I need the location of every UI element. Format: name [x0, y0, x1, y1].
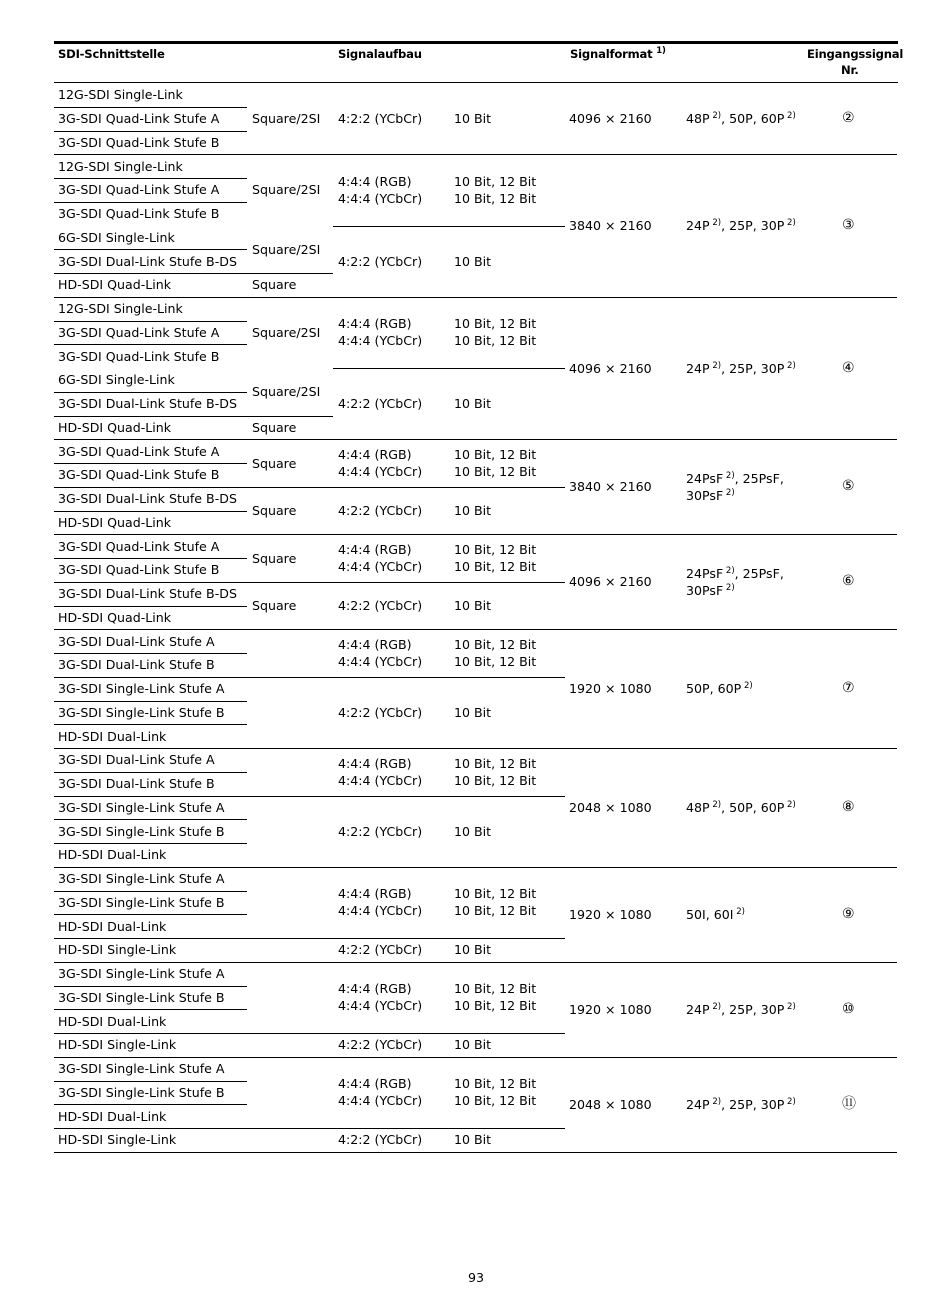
structure-group-rule — [54, 796, 565, 797]
input-signal-number: ⑦ — [842, 680, 855, 697]
sampling-cell: 4:4:4 (RGB) — [338, 447, 412, 462]
frame-rate-text: 50P, 60P — [686, 681, 742, 697]
footnote-mark: 2) — [784, 799, 796, 810]
interface-cell: 3G-SDI Quad-Link Stufe B — [58, 562, 220, 578]
frame-rate-text: , 25PsF, — [734, 565, 784, 581]
interface-row-rule — [54, 107, 247, 108]
footnote-mark: 2) — [709, 360, 722, 371]
frame-rate-text: 30PsF — [686, 582, 724, 598]
block-rule — [54, 748, 897, 749]
frame-rate-text: 48P — [686, 799, 710, 815]
resolution-cell: 1920 × 1080 — [569, 1001, 652, 1017]
frame-rate-text: 50I, 60I — [686, 906, 734, 922]
frame-rate-text: 24P — [686, 218, 710, 233]
sampling-cell: 4:2:2 (YCbCr) — [338, 1132, 423, 1148]
sampling-cell: 4:4:4 (YCbCr) — [338, 998, 423, 1014]
bitdepth-cell: 10 Bit — [454, 503, 492, 518]
interface-cell: 3G-SDI Single-Link Stufe A — [58, 966, 225, 982]
structure-group-rule — [54, 1033, 565, 1034]
interface-cell: HD-SDI Dual-Link — [58, 728, 167, 744]
frame-rate-cell — [686, 582, 735, 599]
sampling-cell: 4:2:2 (YCbCr) — [338, 823, 423, 839]
structure-group-rule — [333, 368, 565, 369]
interface-row-rule — [54, 891, 247, 892]
interface-row-rule — [54, 1081, 247, 1082]
interface-row-rule — [54, 321, 247, 322]
sampling-cell: 4:4:4 (RGB) — [338, 981, 412, 997]
interface-row-rule — [54, 772, 247, 773]
frame-rate-text: 24P — [686, 1001, 710, 1017]
interface-cell: 3G-SDI Single-Link Stufe B — [58, 823, 225, 839]
interface-row-rule — [54, 986, 247, 987]
interface-cell: 3G-SDI Single-Link Stufe B — [58, 894, 225, 910]
input-signal-number: ⑤ — [842, 478, 855, 495]
footnote-mark: 2) — [709, 1096, 722, 1107]
mapping-cell: Square — [252, 598, 297, 613]
page-number: 93 — [468, 1270, 485, 1285]
bitdepth-cell: 10 Bit, 12 Bit — [454, 542, 537, 557]
bitdepth-cell: 10 Bit — [454, 396, 492, 412]
frame-rate-cell — [686, 470, 784, 487]
sampling-cell: 4:4:4 (YCbCr) — [338, 190, 423, 206]
header-structure: Signalaufbau — [338, 47, 422, 61]
bitdepth-cell: 10 Bit, 12 Bit — [454, 173, 537, 189]
interface-row-rule — [54, 724, 247, 725]
interface-cell: HD-SDI Single-Link — [58, 942, 177, 958]
frame-rate-text: 24P — [686, 1096, 710, 1112]
bitdepth-cell: 10 Bit, 12 Bit — [454, 559, 537, 574]
structure-group-rule — [333, 226, 565, 227]
interface-cell: 12G-SDI Single-Link — [58, 87, 183, 103]
interface-cell: HD-SDI Dual-Link — [58, 847, 167, 863]
sampling-cell: 4:2:2 (YCbCr) — [338, 942, 423, 958]
frame-rate-text: 48P — [686, 111, 710, 127]
structure-group-rule — [54, 938, 565, 939]
interface-row-rule — [54, 1009, 247, 1010]
frame-rate-cell — [686, 110, 796, 127]
block-rule — [54, 962, 897, 963]
sampling-cell: 4:2:2 (YCbCr) — [338, 253, 423, 269]
interface-cell: 3G-SDI Quad-Link Stufe B — [58, 467, 220, 483]
interface-cell: 3G-SDI Quad-Link Stufe A — [58, 182, 220, 198]
input-signal-number: ⑪ — [842, 1095, 856, 1112]
sampling-cell: 4:4:4 (YCbCr) — [338, 1093, 423, 1109]
resolution-cell: 4096 × 2160 — [569, 574, 652, 590]
bitdepth-cell: 10 Bit — [454, 1037, 492, 1053]
block-rule — [54, 1152, 897, 1153]
frame-rate-text: , 50P, 60P — [721, 799, 785, 815]
footnote-mark: 2) — [733, 906, 745, 917]
frame-rate-text: 30PsF — [686, 487, 724, 503]
mapping-row-rule — [247, 416, 333, 417]
bitdepth-cell: 10 Bit — [454, 1132, 492, 1148]
interface-cell: HD-SDI Quad-Link — [58, 277, 172, 293]
frame-rate-text: , 25P, 30P — [721, 218, 785, 233]
interface-row-rule — [54, 843, 247, 844]
sampling-cell: 4:4:4 (RGB) — [338, 316, 412, 332]
interface-cell: 3G-SDI Single-Link Stufe B — [58, 1084, 225, 1100]
mapping-cell: Square — [252, 455, 297, 471]
bitdepth-cell: 10 Bit, 12 Bit — [454, 772, 537, 788]
frame-rate-cell — [686, 1096, 796, 1113]
bitdepth-cell: 10 Bit, 12 Bit — [454, 654, 537, 669]
header-format-note: 1) — [656, 46, 666, 56]
input-signal-number: ⑩ — [842, 1000, 855, 1017]
interface-row-rule — [54, 701, 247, 702]
resolution-cell: 2048 × 1080 — [569, 799, 652, 815]
interface-cell: 3G-SDI Single-Link Stufe B — [58, 989, 225, 1005]
bitdepth-cell: 10 Bit — [454, 111, 492, 127]
interface-cell: HD-SDI Quad-Link — [58, 419, 172, 435]
sampling-cell: 4:2:2 (YCbCr) — [338, 503, 423, 518]
sampling-cell: 4:2:2 (YCbCr) — [338, 396, 423, 412]
sampling-cell: 4:4:4 (RGB) — [338, 755, 412, 771]
interface-cell: 3G-SDI Quad-Link Stufe A — [58, 443, 220, 459]
input-signal-number: ③ — [842, 217, 855, 233]
bitdepth-cell: 10 Bit, 12 Bit — [454, 447, 537, 462]
interface-cell: HD-SDI Quad-Link — [58, 609, 172, 625]
interface-cell: HD-SDI Dual-Link — [58, 918, 167, 934]
interface-cell: 3G-SDI Dual-Link Stufe B-DS — [58, 491, 237, 507]
interface-cell: 3G-SDI Dual-Link Stufe A — [58, 752, 215, 768]
bitdepth-cell: 10 Bit, 12 Bit — [454, 637, 537, 652]
interface-cell: 3G-SDI Quad-Link Stufe A — [58, 111, 220, 127]
resolution-cell: 4096 × 2160 — [569, 111, 652, 127]
bitdepth-cell: 10 Bit, 12 Bit — [454, 333, 537, 349]
interface-cell: 3G-SDI Single-Link Stufe A — [58, 1061, 225, 1077]
interface-cell: 3G-SDI Dual-Link Stufe B — [58, 776, 215, 792]
interface-row-rule — [54, 653, 247, 654]
bitdepth-cell: 10 Bit — [454, 253, 492, 269]
block-rule — [54, 439, 897, 440]
sampling-cell: 4:4:4 (YCbCr) — [338, 772, 423, 788]
interface-row-rule — [54, 416, 247, 417]
header-input-line2: Nr. — [841, 63, 859, 77]
interface-cell: 3G-SDI Single-Link Stufe A — [58, 799, 225, 815]
resolution-cell: 1920 × 1080 — [569, 681, 652, 697]
resolution-cell: 3840 × 2160 — [569, 479, 652, 495]
interface-row-rule — [54, 511, 247, 512]
frame-rate-cell — [686, 1001, 796, 1018]
frame-rate-cell — [686, 217, 796, 234]
interface-cell: 3G-SDI Quad-Link Stufe B — [58, 348, 220, 364]
interface-cell: 3G-SDI Dual-Link Stufe B-DS — [58, 586, 237, 602]
frame-rate-cell — [686, 487, 735, 504]
footnote-mark: 2) — [784, 218, 796, 228]
interface-cell: 3G-SDI Quad-Link Stufe A — [58, 538, 220, 554]
interface-cell: 3G-SDI Dual-Link Stufe A — [58, 633, 215, 649]
frame-rate-cell — [686, 906, 745, 923]
frame-rate-text: , 25P, 30P — [721, 1096, 785, 1112]
sampling-cell: 4:4:4 (YCbCr) — [338, 903, 423, 919]
sampling-cell: 4:4:4 (YCbCr) — [338, 333, 423, 349]
header-input-line1: Eingangssignal — [807, 47, 904, 61]
interface-row-rule — [54, 202, 247, 203]
footnote-mark: 2) — [723, 470, 735, 481]
bitdepth-cell: 10 Bit, 12 Bit — [454, 755, 537, 771]
frame-rate-cell — [686, 565, 784, 582]
interface-cell: 3G-SDI Quad-Link Stufe B — [58, 134, 220, 150]
bitdepth-cell: 10 Bit, 12 Bit — [454, 464, 537, 479]
frame-rate-text: , 25P, 30P — [721, 1001, 785, 1017]
sampling-cell: 4:4:4 (RGB) — [338, 173, 412, 189]
interface-row-rule — [54, 914, 247, 915]
interface-row-rule — [54, 463, 247, 464]
footnote-mark: 2) — [784, 1096, 796, 1107]
interface-row-rule — [54, 819, 247, 820]
header-rule — [54, 82, 898, 83]
structure-group-rule — [54, 582, 565, 583]
interface-row-rule — [54, 249, 247, 250]
sampling-cell: 4:4:4 (RGB) — [338, 542, 412, 557]
interface-cell: HD-SDI Dual-Link — [58, 1108, 167, 1124]
sampling-cell: 4:2:2 (YCbCr) — [338, 598, 423, 613]
frame-rate-cell — [686, 360, 796, 377]
interface-row-rule — [54, 558, 247, 559]
frame-rate-text: , 25PsF, — [734, 470, 784, 486]
structure-group-rule — [54, 1128, 565, 1129]
block-rule — [54, 629, 897, 630]
interface-row-rule — [54, 344, 247, 345]
frame-rate-text: 24PsF — [686, 565, 724, 581]
sampling-cell: 4:4:4 (YCbCr) — [338, 464, 423, 479]
frame-rate-text: , 25P, 30P — [721, 360, 785, 376]
resolution-cell: 2048 × 1080 — [569, 1096, 652, 1112]
interface-cell: 3G-SDI Dual-Link Stufe B-DS — [58, 253, 237, 269]
input-signal-number: ② — [842, 110, 855, 127]
resolution-cell: 4096 × 2160 — [569, 360, 652, 376]
sampling-cell: 4:4:4 (RGB) — [338, 886, 412, 902]
footnote-mark: 2) — [723, 487, 735, 498]
sampling-cell: 4:4:4 (YCbCr) — [338, 654, 423, 669]
mapping-cell: Square — [252, 419, 297, 435]
mapping-cell: Square/2SI — [252, 241, 321, 257]
resolution-cell: 3840 × 2160 — [569, 218, 652, 233]
frame-rate-text: , 50P, 60P — [721, 111, 785, 127]
bitdepth-cell: 10 Bit, 12 Bit — [454, 190, 537, 206]
footnote-mark: 2) — [784, 1001, 796, 1012]
interface-row-rule — [54, 1104, 247, 1105]
header-format-label: Signalformat — [570, 47, 653, 61]
bitdepth-cell: 10 Bit, 12 Bit — [454, 981, 537, 997]
frame-rate-text: 24PsF — [686, 470, 724, 486]
bitdepth-cell: 10 Bit — [454, 704, 492, 720]
input-signal-number: ⑨ — [842, 905, 855, 922]
interface-cell: HD-SDI Quad-Link — [58, 514, 172, 530]
frame-rate-text: 24P — [686, 360, 710, 376]
sampling-cell: 4:4:4 (RGB) — [338, 637, 412, 652]
footnote-mark: 2) — [784, 360, 796, 371]
mapping-row-rule — [247, 273, 333, 274]
interface-cell: 3G-SDI Dual-Link Stufe B — [58, 657, 215, 673]
interface-cell: 3G-SDI Dual-Link Stufe B-DS — [58, 396, 237, 412]
block-rule — [54, 154, 897, 155]
frame-rate-cell — [686, 799, 796, 816]
footnote-mark: 2) — [709, 111, 722, 122]
bitdepth-cell: 10 Bit, 12 Bit — [454, 1093, 537, 1109]
interface-row-rule — [54, 273, 247, 274]
footnote-mark: 2) — [723, 582, 735, 593]
input-signal-number: ⑧ — [842, 798, 855, 815]
interface-row-rule — [54, 606, 247, 607]
interface-row-rule — [54, 131, 247, 132]
bitdepth-cell: 10 Bit — [454, 823, 492, 839]
mapping-cell: Square/2SI — [252, 384, 321, 400]
bitdepth-cell: 10 Bit, 12 Bit — [454, 316, 537, 332]
footnote-mark: 2) — [723, 565, 735, 576]
bitdepth-cell: 10 Bit, 12 Bit — [454, 998, 537, 1014]
footnote-mark: 2) — [709, 799, 722, 810]
interface-cell: 3G-SDI Single-Link Stufe B — [58, 704, 225, 720]
interface-cell: 3G-SDI Single-Link Stufe A — [58, 871, 225, 887]
sampling-cell: 4:2:2 (YCbCr) — [338, 704, 423, 720]
structure-group-rule — [54, 487, 565, 488]
input-signal-number: ④ — [842, 359, 855, 376]
mapping-cell: Square/2SI — [252, 182, 321, 198]
interface-cell: 12G-SDI Single-Link — [58, 158, 183, 174]
footnote-mark: 2) — [709, 1001, 722, 1012]
block-rule — [54, 534, 897, 535]
interface-cell: HD-SDI Dual-Link — [58, 1013, 167, 1029]
bitdepth-cell: 10 Bit, 12 Bit — [454, 886, 537, 902]
bitdepth-cell: 10 Bit — [454, 598, 492, 613]
footnote-mark: 2) — [784, 111, 796, 122]
frame-rate-cell — [686, 680, 753, 697]
interface-cell: 3G-SDI Single-Link Stufe A — [58, 681, 225, 697]
mapping-cell: Square — [252, 550, 297, 566]
block-rule — [54, 1057, 897, 1058]
interface-cell: HD-SDI Single-Link — [58, 1037, 177, 1053]
mapping-cell: Square — [252, 277, 297, 293]
mapping-cell: Square/2SI — [252, 111, 321, 127]
interface-cell: 3G-SDI Quad-Link Stufe B — [58, 206, 220, 222]
header-interface: SDI-Schnittstelle — [58, 47, 165, 61]
sampling-cell: 4:4:4 (RGB) — [338, 1076, 412, 1092]
mapping-cell: Square/2SI — [252, 324, 321, 340]
footnote-mark: 2) — [741, 681, 753, 692]
interface-row-rule — [54, 178, 247, 179]
input-signal-number: ⑥ — [842, 573, 855, 590]
table-top-rule — [54, 41, 898, 44]
header-format — [570, 46, 666, 62]
block-rule — [54, 297, 897, 298]
structure-group-rule — [54, 677, 565, 678]
sampling-cell: 4:4:4 (YCbCr) — [338, 559, 423, 574]
sampling-cell: 4:2:2 (YCbCr) — [338, 1037, 423, 1053]
bitdepth-cell: 10 Bit, 12 Bit — [454, 903, 537, 919]
mapping-cell: Square — [252, 503, 297, 518]
interface-cell: 6G-SDI Single-Link — [58, 229, 175, 245]
sampling-cell: 4:2:2 (YCbCr) — [338, 111, 423, 127]
interface-row-rule — [54, 392, 247, 393]
bitdepth-cell: 10 Bit, 12 Bit — [454, 1076, 537, 1092]
resolution-cell: 1920 × 1080 — [569, 906, 652, 922]
interface-cell: 12G-SDI Single-Link — [58, 301, 183, 317]
interface-cell: HD-SDI Single-Link — [58, 1132, 177, 1148]
block-rule — [54, 867, 897, 868]
interface-cell: 3G-SDI Quad-Link Stufe A — [58, 324, 220, 340]
bitdepth-cell: 10 Bit — [454, 942, 492, 958]
interface-cell: 6G-SDI Single-Link — [58, 372, 175, 388]
footnote-mark: 2) — [709, 218, 722, 228]
